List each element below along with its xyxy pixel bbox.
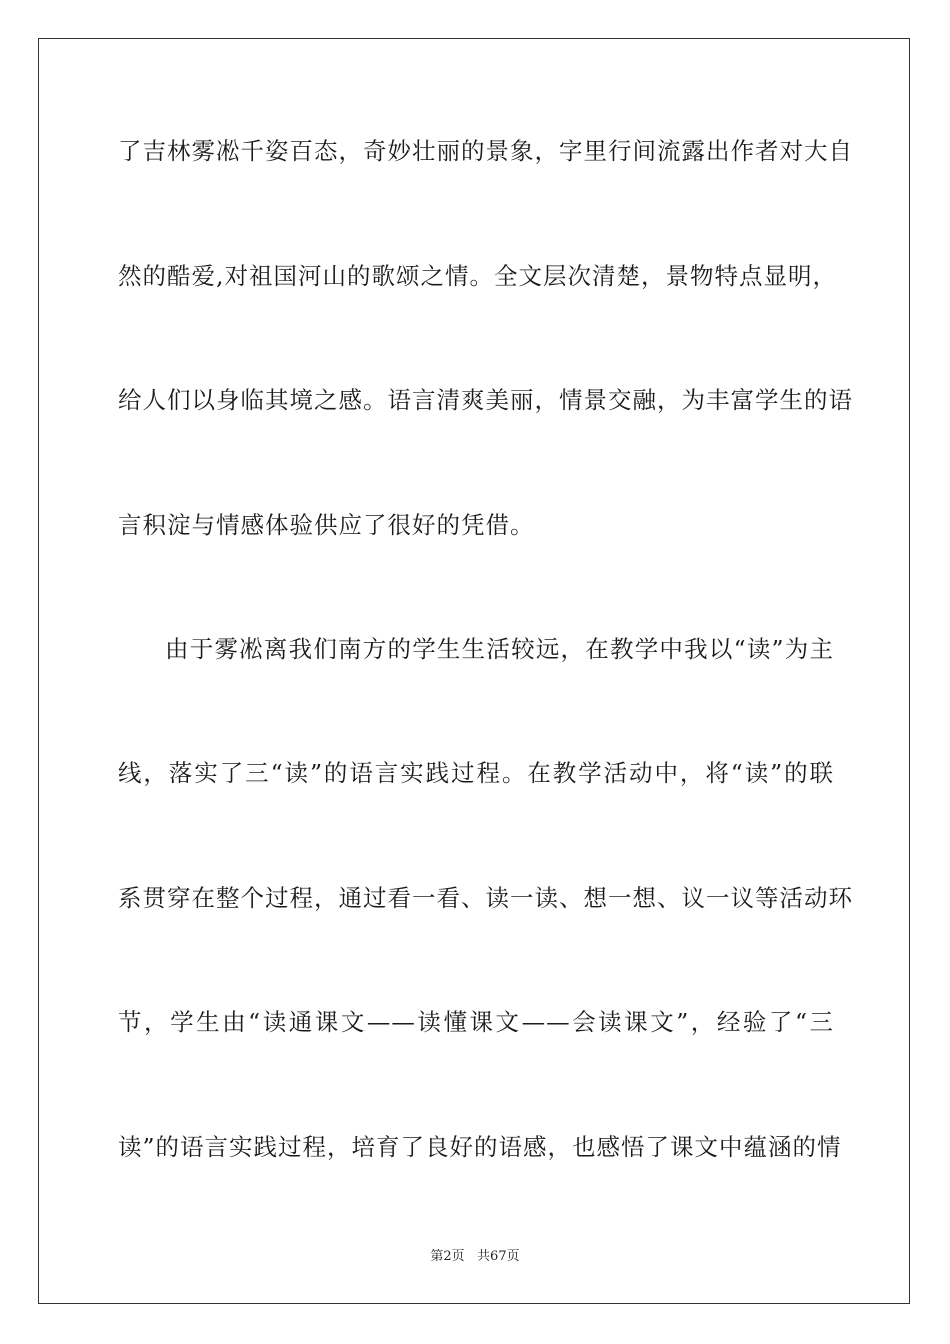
paragraph-line: 给人们以身临其境之感。语言清爽美丽，情景交融，为丰富学生的语 xyxy=(118,386,853,414)
paragraph-line: 读”的语言实践过程，培育了良好的语感，也感悟了课文中蕴涵的情 xyxy=(118,1133,842,1161)
paragraph-line: 然的酷爱,对祖国河山的歌颂之情。全文层次清楚，景物特点显明， xyxy=(118,262,837,290)
page-number-footer: 第2页 共67页 xyxy=(430,1249,520,1264)
paragraph-line: 言积淀与情感体验供应了很好的凭借。 xyxy=(118,511,535,539)
page-frame xyxy=(38,38,910,1304)
paragraph-line: 节，学生由“读通课文——读懂课文——会读课文”，经验了“三 xyxy=(118,1008,834,1036)
paragraph-line: 了吉林雾凇千姿百态，奇妙壮丽的景象，字里行间流露出作者对大自 xyxy=(118,137,853,165)
paragraph-line: 由于雾凇离我们南方的学生生活较远，在教学中我以“读”为主 xyxy=(165,635,834,663)
paragraph-line: 线，落实了三“读”的语言实践过程。在教学活动中，将“读”的联 xyxy=(118,759,834,787)
paragraph-line: 系贯穿在整个过程，通过看一看、读一读、想一想、议一议等活动环 xyxy=(118,884,853,912)
